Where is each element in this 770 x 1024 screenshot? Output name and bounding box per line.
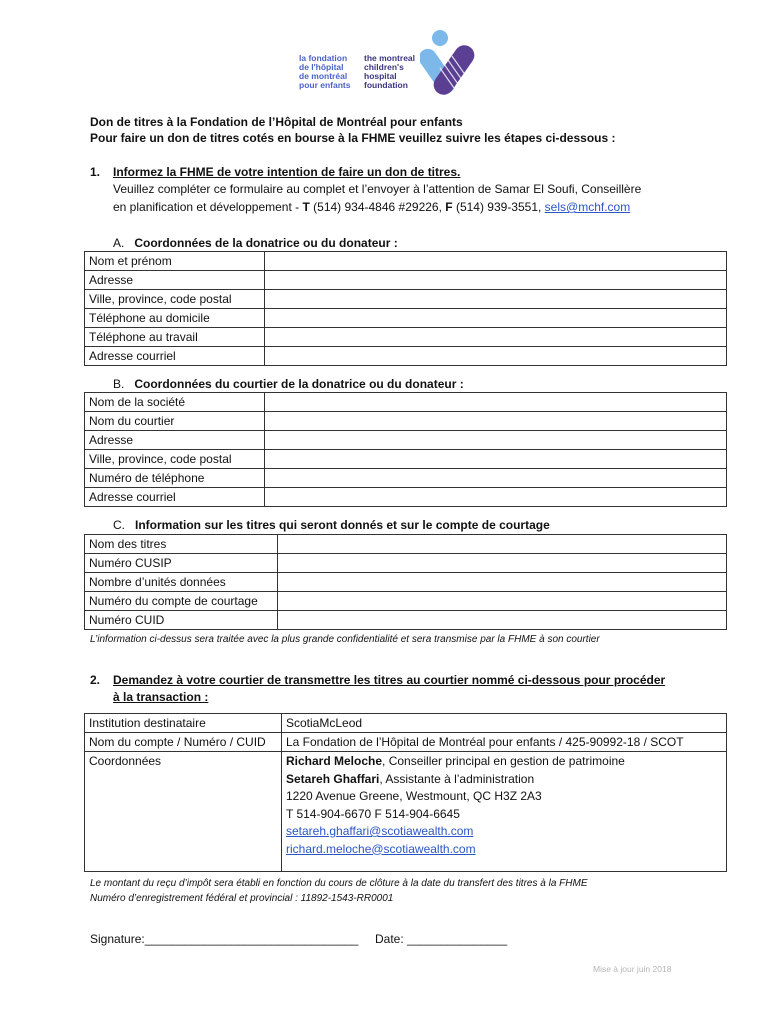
date-field[interactable] <box>375 932 507 946</box>
table-row <box>85 733 727 752</box>
phone-label: T <box>302 200 310 214</box>
securities-table <box>84 534 727 630</box>
input-cell[interactable] <box>265 309 727 328</box>
signature-line: ________________________________ <box>144 932 359 946</box>
input-cell[interactable] <box>278 535 727 554</box>
section-a-header <box>113 236 398 250</box>
email-link[interactable]: richard.meloche@scotiawealth.com <box>286 841 476 856</box>
table-row <box>85 309 727 328</box>
row-label: Adresse courriel <box>85 488 265 507</box>
contact-phones: T 514-904-6670 F 514-904-6645 <box>286 806 460 821</box>
contact-details <box>282 752 727 872</box>
table-row <box>85 535 727 554</box>
input-cell[interactable] <box>265 328 727 347</box>
section-b-header <box>113 377 464 391</box>
input-cell[interactable] <box>265 347 727 366</box>
row-label: Adresse courriel <box>85 347 265 366</box>
table-row <box>85 714 727 733</box>
row-label: Adresse <box>85 431 265 450</box>
row-label: Numéro CUSIP <box>85 554 278 573</box>
row-value: ScotiaMcLeod <box>282 714 727 733</box>
row-label: Adresse <box>85 271 265 290</box>
foundation-logo-icon <box>420 28 476 100</box>
section-b-heading: Coordonnées du courtier de la donatrice ou du donateur : <box>134 377 464 391</box>
row-label: Téléphone au travail <box>85 328 265 347</box>
step1-number: 1. <box>90 165 101 179</box>
row-label: Téléphone au domicile <box>85 309 265 328</box>
table-row <box>85 412 727 431</box>
row-label: Numéro de téléphone <box>85 469 265 488</box>
table-row <box>85 393 727 412</box>
row-label: Ville, province, code postal <box>85 450 265 469</box>
step2-heading-line2: à la transaction : <box>113 690 209 704</box>
step1-line2 <box>113 200 630 214</box>
row-label: Coordonnées <box>85 752 282 872</box>
step1-line2-text: en planification et développement - <box>113 200 303 214</box>
input-cell[interactable] <box>265 271 727 290</box>
step1-heading: Informez la FHME de votre intention de faire un don de titres. <box>113 165 461 179</box>
row-label: Nombre d’unités données <box>85 573 278 592</box>
logo-line: foundation <box>364 80 408 90</box>
logo-line: de montréal <box>299 71 348 81</box>
table-row <box>85 328 727 347</box>
signature-label: Signature: <box>90 932 145 946</box>
table-row <box>85 252 727 271</box>
input-cell[interactable] <box>278 611 727 630</box>
table-row <box>85 469 727 488</box>
tax-receipt-note: Le montant du reçu d’impôt sera établi en fonction du cours de clôture à la date du transfert des titres à la FHME <box>90 878 588 889</box>
row-label: Nom des titres <box>85 535 278 554</box>
input-cell[interactable] <box>278 573 727 592</box>
table-row <box>85 611 727 630</box>
input-cell[interactable] <box>265 412 727 431</box>
logo-text-fr <box>299 54 350 90</box>
section-c-heading: Information sur les titres qui seront donnés et sur le compte de courtage <box>135 518 550 532</box>
section-c-header <box>113 518 550 532</box>
table-row <box>85 488 727 507</box>
logo-line: pour enfants <box>299 80 351 90</box>
step1-line1: Veuillez compléter ce formulaire au complet et l’envoyer à l’attention de Samar El Soufi, Conseillère <box>113 182 642 196</box>
section-a-letter: A. <box>113 236 125 250</box>
contact-email-link[interactable]: sels@mchf.com <box>544 200 631 214</box>
row-label: Institution destinataire <box>85 714 282 733</box>
contact1-role: , Conseiller principal en gestion de patrimoine <box>382 754 625 768</box>
contact2-name: Setareh Ghaffari <box>286 771 380 786</box>
logo-line: children's <box>364 62 404 72</box>
row-label: Numéro CUID <box>85 611 278 630</box>
donor-table <box>84 251 727 366</box>
input-cell[interactable] <box>265 252 727 271</box>
input-cell[interactable] <box>278 554 727 573</box>
section-b-letter: B. <box>113 377 125 391</box>
input-cell[interactable] <box>265 431 727 450</box>
page-subtitle: Pour faire un don de titres cotés en bourse à la FHME veuillez suivre les étapes ci-dessous : <box>90 131 616 145</box>
date-label: Date: <box>375 932 408 946</box>
row-value: La Fondation de l’Hôpital de Montréal pour enfants / 425-90992-18 / SCOT <box>282 733 727 752</box>
logo-text-en <box>364 54 415 90</box>
section-c-letter: C. <box>113 518 125 532</box>
contact-address: 1220 Avenue Greene, Westmount, QC H3Z 2A3 <box>286 789 542 803</box>
contact-line <box>286 771 722 789</box>
table-row <box>85 592 727 611</box>
contact1-name: Richard Meloche <box>286 754 383 768</box>
table-row <box>85 347 727 366</box>
table-row <box>85 573 727 592</box>
row-label: Nom du compte / Numéro / CUID <box>85 733 282 752</box>
table-row <box>85 290 727 309</box>
section-a-heading: Coordonnées de la donatrice ou du donateur : <box>134 236 398 250</box>
page-title: Don de titres à la Fondation de l’Hôpital de Montréal pour enfants <box>90 115 463 129</box>
input-cell[interactable] <box>265 450 727 469</box>
logo-line: the montreal <box>364 53 416 63</box>
recipient-table <box>84 713 727 872</box>
broker-table <box>84 392 727 507</box>
input-cell[interactable] <box>265 488 727 507</box>
confidentiality-note: L’information ci-dessus sera traitée avec la plus grande confidentialité et sera transmise par la FHME à son courtier <box>90 634 600 645</box>
registration-number: Numéro d’enregistrement fédéral et provincial : 11892-1543-RR0001 <box>90 893 394 904</box>
logo-line: de l'hôpital <box>299 62 344 72</box>
fax-value: (514) 939-3551, <box>452 200 545 214</box>
fax-label: F <box>445 200 453 214</box>
step2-number: 2. <box>90 673 101 687</box>
table-row <box>85 450 727 469</box>
input-cell[interactable] <box>265 290 727 309</box>
signature-field[interactable] <box>90 932 358 946</box>
row-label: Nom du courtier <box>85 412 265 431</box>
contact2-role: , Assistante à l’administration <box>379 771 535 786</box>
table-row <box>85 554 727 573</box>
input-cell[interactable] <box>265 469 727 488</box>
date-line: _______________ <box>407 932 508 946</box>
row-label: Nom de la société <box>85 393 265 412</box>
row-label: Numéro du compte de courtage <box>85 592 278 611</box>
email-link[interactable]: setareh.ghaffari@scotiawealth.com <box>286 824 474 838</box>
logo-line: la fondation <box>299 53 348 63</box>
input-cell[interactable] <box>278 592 727 611</box>
table-row <box>85 752 727 872</box>
row-label: Nom et prénom <box>85 252 265 271</box>
step2-heading-line1: Demandez à votre courtier de transmettre les titres au courtier nommé ci-dessous pour procéder <box>113 673 666 687</box>
phone-value: (514) 934-4846 #29226, <box>309 200 446 214</box>
table-row <box>85 271 727 290</box>
input-cell[interactable] <box>265 393 727 412</box>
table-row <box>85 431 727 450</box>
update-date: Mise à jour juin 2018 <box>593 964 672 974</box>
logo-line: hospital <box>364 71 397 81</box>
row-label: Ville, province, code postal <box>85 290 265 309</box>
contact-line <box>286 753 722 771</box>
